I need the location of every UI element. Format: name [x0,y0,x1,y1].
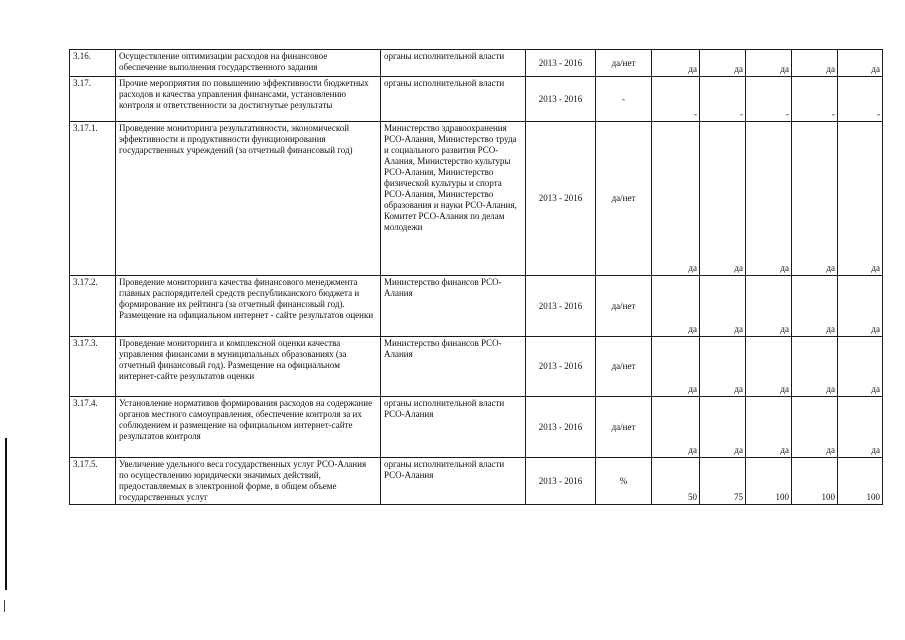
unit: да/нет [596,337,652,397]
responsible-organization: органы исполнительной власти РСО-Алания [381,397,526,458]
table-row [70,122,883,276]
table-row [70,458,883,505]
year-value: да [792,337,838,397]
responsible-organization: органы исполнительной власти [381,50,526,77]
year-value: - [746,77,792,122]
year-value: да [792,50,838,77]
responsible-organization: органы исполнительной власти РСО-Алания [381,458,526,505]
row-number: 3.17. [70,77,116,122]
year-value: 100 [792,458,838,505]
year-value: да [838,122,883,276]
table-row [70,337,883,397]
year-value: да [652,276,700,337]
year-value: да [838,337,883,397]
year-value: - [838,77,883,122]
period: 2013 - 2016 [526,397,596,458]
measure-description: Проведение мониторинга результативности, экономической эффективности и продуктивности функционирования государственных учреждений (за отчетный финансовый год) [116,122,381,276]
unit: да/нет [596,50,652,77]
row-number: 3.17.2. [70,276,116,337]
year-value: да [746,50,792,77]
year-value: да [746,397,792,458]
responsible-organization: Министерство финансов РСО-Алания [381,276,526,337]
table-row [70,77,883,122]
unit: да/нет [596,397,652,458]
measure-description: Проведение мониторинга и комплексной оценки качества управления финансами в муниципальных образованиях (за отчетный финансовый год). Размещение на официальном интернет-сайте результатов оценки [116,337,381,397]
year-value: да [746,337,792,397]
unit: - [596,77,652,122]
year-value: да [700,50,746,77]
year-value: - [652,77,700,122]
unit: да/нет [596,122,652,276]
year-value: да [652,122,700,276]
row-number: 3.16. [70,50,116,77]
year-value: да [652,50,700,77]
responsible-organization: органы исполнительной власти [381,77,526,122]
measure-description: Увеличение удельного веса государственных услуг РСО-Алания по осуществлению юридически значимых действий, предоставляемых в электронной форме, в общем объеме государственных услуг [116,458,381,505]
unit: % [596,458,652,505]
year-value: 100 [838,458,883,505]
measure-description: Осуществление оптимизации расходов на финансовое обеспечение выполнения государственного задания [116,50,381,77]
year-value: да [838,397,883,458]
period: 2013 - 2016 [526,122,596,276]
year-value: да [652,397,700,458]
row-number: 3.17.4. [70,397,116,458]
year-value: да [746,276,792,337]
row-number: 3.17.5. [70,458,116,505]
year-value: да [700,397,746,458]
year-value: да [700,276,746,337]
year-value: да [792,276,838,337]
row-number: 3.17.1. [70,122,116,276]
year-value: да [746,122,792,276]
year-value: да [652,337,700,397]
measure-description: Установление нормативов формирования расходов на содержание органов местного самоуправления, обеспечение контроля за их соблюдением и размещение на официальном интернет-сайте результатов контроля [116,397,381,458]
responsible-organization: Министерство здравоохранения РСО-Алания, Министерство труда и социального развития РСО-Алания, Министерство культуры РСО-Алания, Министерство физической культуры и спорта РСО-Алания, Министерство образования и науки РСО-Алания, Комитет РСО-Алания по делам молодежи [381,122,526,276]
year-value: - [792,77,838,122]
year-value: да [792,397,838,458]
year-value: - [700,77,746,122]
unit: да/нет [596,276,652,337]
scan-margin-mark [4,600,5,612]
year-value: да [838,50,883,77]
responsible-organization: Министерство финансов РСО-Алания [381,337,526,397]
measure-description: Прочие мероприятия по повышению эффективности бюджетных расходов и качества управления финансами, установлению контроля и ответственности за достигнутые результаты [116,77,381,122]
year-value: да [700,122,746,276]
period: 2013 - 2016 [526,337,596,397]
table-row [70,50,883,77]
measures-table [69,49,883,505]
period: 2013 - 2016 [526,458,596,505]
table-row [70,397,883,458]
table-body [70,50,883,505]
year-value: 75 [700,458,746,505]
period: 2013 - 2016 [526,77,596,122]
measure-description: Проведение мониторинга качества финансового менеджмента главных распорядителей средств республиканского бюджета и формирование их рейтинга (за отчетный финансовый год). Размещение на официальном интернет - сайте результатов оценки [116,276,381,337]
row-number: 3.17.3. [70,337,116,397]
year-value: да [838,276,883,337]
year-value: 100 [746,458,792,505]
year-value: да [792,122,838,276]
scan-margin-mark [5,438,7,590]
table-row [70,276,883,337]
year-value: 50 [652,458,700,505]
period: 2013 - 2016 [526,276,596,337]
year-value: да [700,337,746,397]
period: 2013 - 2016 [526,50,596,77]
